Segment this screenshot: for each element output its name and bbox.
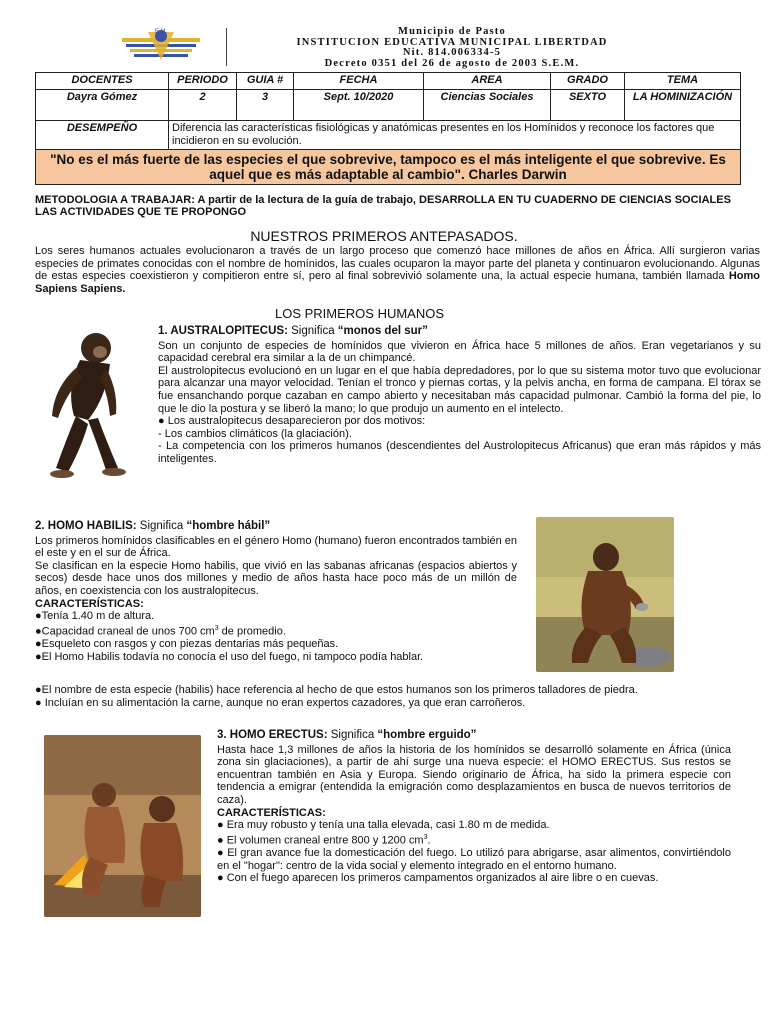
header-grado: GRADO — [551, 73, 625, 90]
habilis-c5: ●El nombre de esta especie (habilis) hace referencia al hecho de que estos humanos son los primeros talladores de piedra. — [35, 684, 638, 696]
habilis-c4: ●El Homo Habilis todavía no conocía el uso del fuego, ni tampoco podía hablar. — [35, 650, 424, 663]
australopitecus-p3: ● Los australopitecus desaparecieron por dos motivos: — [158, 415, 426, 428]
habilis-heading: 2. HOMO HABILIS: — [35, 520, 137, 532]
homo-habilis-image — [536, 517, 674, 672]
australopitecus-p4: - Los cambios climáticos (la glaciación). — [158, 427, 352, 440]
header-line-decreto: Decreto 0351 del 26 de agosto de 2003 S.E.M. — [324, 57, 580, 69]
header-divider — [226, 28, 227, 66]
header-guia: GUIA # — [237, 73, 294, 90]
logo-text: E.M. — [154, 29, 168, 35]
australopitecus-p1: Son un conjunto de especies de homínidos que vivieron en África hace 5 millones de años. Eran vegetarianos y su capacidad cerebral era similar a la de un chimpancé. — [158, 339, 761, 365]
value-tema: LA HOMINIZACIÓN — [625, 90, 741, 121]
erectus-c1: ● Era muy robusto y tenía una talla elevada, casi 1.80 m de medida. — [217, 819, 550, 832]
value-grado: SEXTO — [551, 90, 625, 121]
habilis-p2: Se clasifican en la especie Homo habilis, que vivió en las sabanas africanas (espacios abiertos y secos) desde hace unos dos millones y medio de años hasta hace poco más de un millón de años, en coexistencia con los australopitecus. — [35, 559, 517, 597]
value-periodo: 2 — [169, 90, 237, 121]
erectus-characteristics-title: CARACTERÍSTICAS: — [217, 806, 326, 819]
section-intro-paragraph — [35, 245, 760, 295]
value-guia: 3 — [237, 90, 294, 121]
erectus-c4: ● Con el fuego aparecen los primeros campamentos organizados al aire libre o en cuevas. — [217, 872, 659, 885]
australopitecus-image — [36, 328, 146, 484]
homo-erectus-image — [44, 735, 201, 917]
erectus-heading: 3. HOMO ERECTUS: — [217, 729, 328, 741]
header-fecha: FECHA — [294, 73, 424, 90]
value-area: Ciencias Sociales — [424, 90, 551, 121]
value-docente: Dayra Gómez — [36, 90, 169, 121]
institution-header — [232, 27, 672, 69]
header-periodo: PERIODO — [169, 73, 237, 90]
desempeno-label: DESEMPEÑO — [36, 121, 169, 150]
habilis-p1: Los primeros homínidos clasificables en el género Homo (humano) fueron encontrados también en el este y en el sur de África. — [35, 534, 517, 560]
value-fecha: Sept. 10/2020 — [294, 90, 424, 121]
erectus-section — [217, 729, 731, 885]
header-tema: TEMA — [625, 73, 741, 90]
guide-info-table — [35, 72, 741, 185]
habilis-c2: ●Capacidad craneal de unos 700 cm — [35, 625, 215, 638]
intro-text: Los seres humanos actuales evolucionaron a través de un largo proceso que comenzó hace millones de años en África. Allí surgieron varias especies de primates conocidas con el nombre de homínidos, las cuales ocuparon la mayor parte del planeta y continuaron evolucionando. Algunas de estas especies coexistieron y compitieron entre sí, pero al final sobrevivió solamente una, la actual especie humana, también llamada — [35, 245, 760, 283]
header-area: AREA — [424, 73, 551, 90]
header-line-municipio: Municipio de Pasto — [398, 26, 506, 37]
desempeno-text: Diferencia las características fisiológicas y anatómicas presentes en los Homínidos y reconoce los factores que incidieron en su evolución. — [169, 121, 741, 150]
habilis-characteristics-title: CARACTERÍSTICAS: — [35, 597, 144, 610]
erectus-meaning: “hombre erguido” — [377, 729, 477, 741]
erectus-c2-post: . — [427, 834, 431, 847]
methodology-text: METODOLOGIA A TRABAJAR: A partir de la lectura de la guía de trabajo, DESARROLLA EN TU CUADERNO DE CIENCIAS SOCIALES LAS ACTIVIDADES QUE TE PROPONGO — [35, 194, 731, 218]
australopitecus-meaning: “monos del sur” — [337, 325, 428, 337]
australopitecus-section — [158, 325, 761, 466]
header-docentes: DOCENTES — [36, 73, 169, 90]
intro-text-bold: Homo Sapiens Sapiens. — [35, 270, 760, 295]
section-title-primeros-humanos: LOS PRIMEROS HUMANOS — [275, 306, 445, 321]
habilis-c1: ●Tenía 1.40 m de altura. — [35, 610, 155, 623]
erectus-c3: ● El gran avance fue la domesticación del fuego. Lo utilizó para abrigarse, asar alimentos, convirtiéndolo en el "hogar": centro de la vida social y elemento integrado en el entorno humano. — [217, 847, 731, 872]
habilis-c2-sup: 3 — [214, 624, 219, 632]
habilis-meaning: “hombre hábil” — [186, 520, 271, 532]
habilis-section-bottom — [35, 684, 760, 709]
darwin-quote: "No es el más fuerte de las especies el que sobrevive, tampoco es el más inteligente el que sobrevive. Es aquel que es más adaptable al cambio". Charles Darwin — [36, 150, 741, 185]
section-title-antepasados: NUESTROS PRIMEROS ANTEPASADOS. — [250, 228, 518, 244]
habilis-c3: ●Esqueleto con rasgos y con piezas dentarias más pequeñas. — [35, 638, 339, 650]
habilis-c6: ● Incluían en su alimentación la carne, aunque no eran expertos cazadores, ya que eran carroñeros. — [35, 696, 526, 709]
australopitecus-p2: El austrolopitecus evolucionó en un lugar en el que había depredadores, por lo que su sistema motor tuvo que evolucionar para alcanzar una mayor velocidad. Tenían el tronco y piernas cortas, y la pelvis ancha, en forma de campana. El tórax se fue ensanchando porque cazaban en campo abierto y necesitaban más capacidad pulmonar. Cambió la forma del pie, lo que le dio la postura y se liberó la mano; lo que produjo un aumento en el intelecto. — [158, 364, 761, 415]
header-line-nit: Nit. 814.006334-5 — [402, 47, 502, 58]
erectus-c2: ● El volumen craneal entre 800 y 1200 cm — [217, 834, 424, 847]
school-logo — [118, 26, 204, 66]
australopitecus-signifies: Significa — [287, 325, 338, 337]
habilis-c2-post: de promedio. — [218, 625, 286, 638]
habilis-signifies: Significa — [136, 520, 187, 532]
erectus-p1: Hasta hace 1,3 millones de años la historia de los homínidos se desarrolló solamente en África (única zona sin glaciaciones), a partir de ahí surge una nueva especie: el HOMO ERECTUS. Sus restos se encuentran también en Asia y Europa. Siendo originario de África, ha sido la primera especie con tendencia a emigrar (entendida la emigración como desplazamientos en busca de nuevos territorios de caza). — [217, 743, 731, 806]
habilis-section-top — [35, 520, 517, 663]
australopitecus-p5: - La competencia con los primeros humanos (descendientes del Austrolopitecus Africanus) que eran más rápidos y más inteligentes. — [158, 440, 761, 465]
erectus-signifies: Significa — [327, 729, 378, 741]
header-line-institucion: INSTITUCION EDUCATIVA MUNICIPAL LIBERTDAD — [296, 36, 608, 48]
australopitecus-heading: 1. AUSTRALOPITECUS: — [158, 325, 288, 337]
erectus-c2-sup: 3 — [423, 833, 428, 841]
